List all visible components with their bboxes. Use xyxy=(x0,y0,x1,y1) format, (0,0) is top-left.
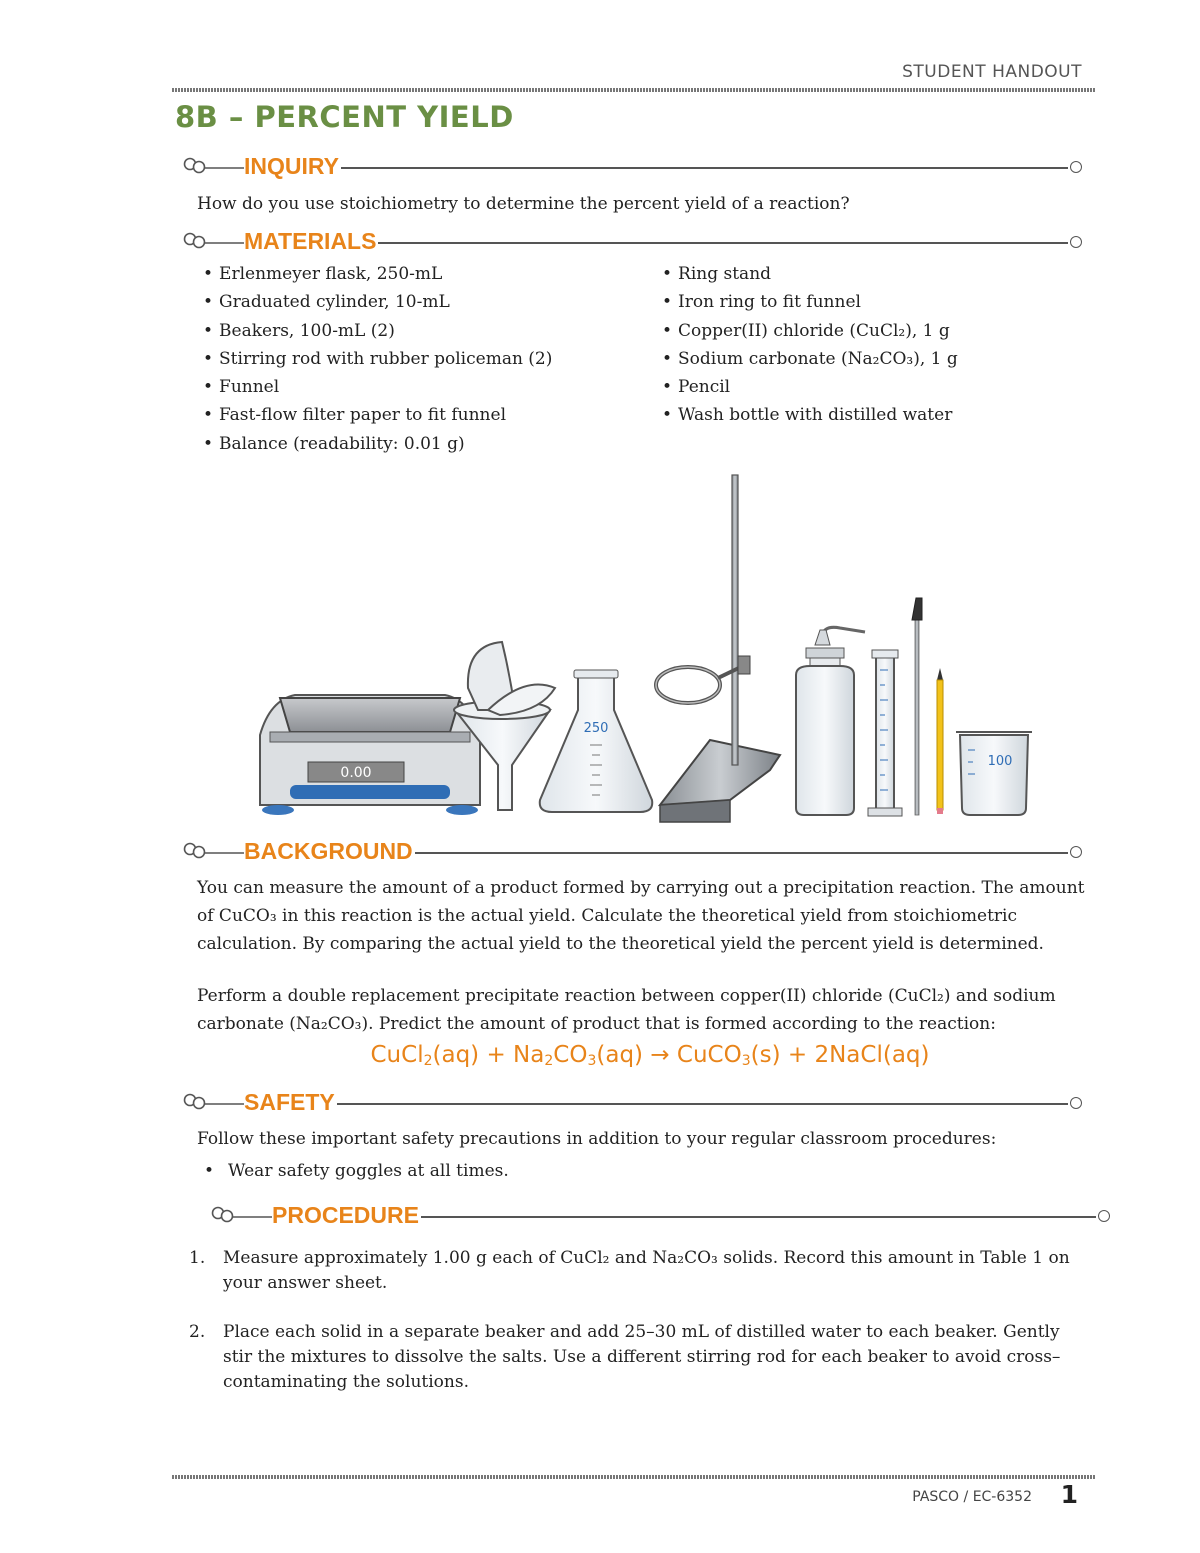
list-item: • Iron ring to fit funnel xyxy=(662,288,958,316)
list-item: • Copper(II) chloride (CuCl₂), 1 g xyxy=(662,317,958,345)
procedure-heading: PROCEDURE xyxy=(272,1202,419,1228)
flask-volume-label: 250 xyxy=(583,721,609,736)
section-header-procedure xyxy=(210,1202,1110,1229)
list-item: • Graduated cylinder, 10-mL xyxy=(203,288,552,316)
endcap-icon xyxy=(1070,161,1082,173)
ring-stand-icon xyxy=(656,475,780,822)
list-item: • Stirring rod with rubber policeman (2) xyxy=(203,345,552,373)
background-heading: BACKGROUND xyxy=(244,838,413,864)
header-rule xyxy=(172,88,1096,92)
endcap-icon xyxy=(1070,846,1082,858)
beaker-volume-label: 100 xyxy=(987,754,1013,769)
lab-equipment-illustration xyxy=(240,470,1040,830)
connector-icon xyxy=(182,156,246,180)
inquiry-heading: INQUIRY xyxy=(244,153,339,179)
materials-heading: MATERIALS xyxy=(244,228,377,254)
section-header-background xyxy=(182,838,1082,865)
list-item: • Pencil xyxy=(662,373,958,401)
list-item: • Erlenmeyer flask, 250-mL xyxy=(203,260,552,288)
endcap-icon xyxy=(1070,236,1082,248)
balance-display: 0.00 xyxy=(340,765,372,781)
beaker-icon xyxy=(956,732,1032,815)
materials-list-left xyxy=(203,260,552,458)
safety-item: • Wear safety goggles at all times. xyxy=(204,1161,509,1181)
connector-icon xyxy=(182,841,246,865)
wash-bottle-icon xyxy=(796,627,865,815)
stirring-rod-icon xyxy=(912,598,922,815)
page-title: 8B – PERCENT YIELD xyxy=(175,100,514,134)
materials-list-right xyxy=(662,260,958,430)
list-item: • Balance (readability: 0.01 g) xyxy=(203,430,552,458)
endcap-icon xyxy=(1070,1097,1082,1109)
erlenmeyer-flask-icon xyxy=(540,670,653,812)
list-item: • Funnel xyxy=(203,373,552,401)
footer-label: PASCO / EC-6352 xyxy=(912,1489,1032,1505)
list-item: • Fast-flow filter paper to fit funnel xyxy=(203,401,552,429)
section-header-inquiry xyxy=(182,153,1082,180)
list-item: • Wash bottle with distilled water xyxy=(662,401,958,429)
graduated-cylinder-icon xyxy=(868,650,902,816)
list-item: • Ring stand xyxy=(662,260,958,288)
reaction-equation: CuCl$_2$(aq) + $Na_2CO_3(aq)$ → CuCO$_3$(s) + 2NaCl(aq) xyxy=(370,1042,930,1069)
list-item: • Beakers, 100-mL (2) xyxy=(203,317,552,345)
footer-rule xyxy=(172,1475,1096,1479)
page-number: 1 xyxy=(1060,1480,1078,1509)
pencil-icon xyxy=(937,668,943,814)
inquiry-question: How do you use stoichiometry to determine the percent yield of a reaction? xyxy=(197,194,850,214)
list-item: • Sodium carbonate (Na₂CO₃), 1 g xyxy=(662,345,958,373)
endcap-icon xyxy=(1098,1210,1110,1222)
background-paragraph-2: Perform a double replacement precipitate reaction between copper(II) chloride (CuCl₂) and sodium carbonate (Na₂CO₃). Predict the amount of product that is formed according to the reaction: xyxy=(197,986,1056,1034)
section-header-safety xyxy=(182,1089,1082,1116)
bullet-icon: • xyxy=(204,1161,215,1181)
procedure-step: 2. Place each solid in a separate beaker and add 25–30 mL of distilled water to each beaker. Gently stir the mixtures to dissolve the salts. Use a different stirring rod for each beaker to avoid cross–contaminating the solutions. xyxy=(189,1322,1061,1392)
procedure-steps xyxy=(189,1246,1087,1419)
procedure-step: 1. Measure approximately 1.00 g each of CuCl₂ and Na₂CO₃ solids. Record this amount in Table 1 on your answer sheet. xyxy=(189,1248,1070,1293)
section-header-materials xyxy=(182,228,1082,255)
safety-heading: SAFETY xyxy=(244,1089,335,1115)
safety-intro: Follow these important safety precautions in addition to your regular classroom procedures: xyxy=(197,1129,997,1149)
connector-icon xyxy=(182,1092,246,1116)
balance-icon xyxy=(260,695,480,815)
document-type-label: STUDENT HANDOUT xyxy=(902,62,1082,82)
background-paragraph-1: You can measure the amount of a product formed by carrying out a precipitation reaction. The amount of CuCO₃ in this reaction is the actual yield. Calculate the theoretical yield from stoichiometric calculation. By comparing the actual yield to the theoretical yield the percent yield is determined. xyxy=(197,878,1085,954)
connector-icon xyxy=(182,231,246,255)
connector-icon xyxy=(210,1205,274,1229)
